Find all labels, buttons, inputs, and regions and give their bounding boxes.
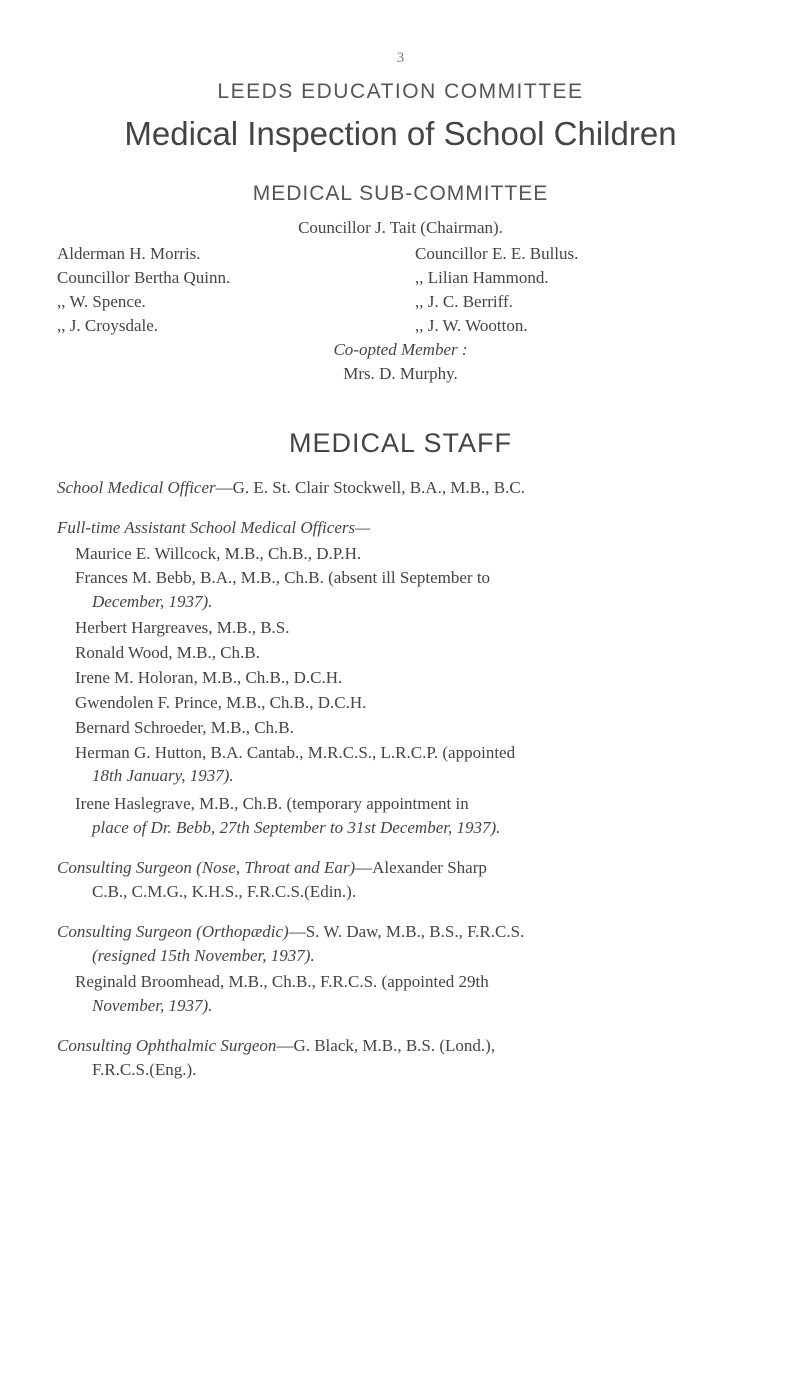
committee-member-right: Councillor E. E. Bullus. [415, 244, 579, 263]
assistants-label: Full-time Assistant School Medical Officers— [57, 518, 371, 537]
committee-chair: Councillor J. Tait (Chairman). [298, 218, 503, 237]
surgeon-name-cont: C.B., C.M.G., K.H.S., F.R.C.S.(Edin.). [92, 882, 357, 901]
committee-member-left: Councillor Bertha Quinn. [57, 268, 231, 287]
officer-name: —G. E. St. Clair Stockwell, B.A., M.B., B.C. [215, 478, 525, 497]
consulting-surgeon-ent [57, 858, 487, 878]
surgeon-name: —S. W. Daw, M.B., B.S., F.R.C.S. [288, 922, 525, 941]
surgeon-name: —G. Black, M.B., B.S. (Lond.), [276, 1036, 496, 1055]
committee-member-left: Alderman H. Morris. [57, 244, 201, 263]
surgeon-replacement-cont: November, 1937). [92, 996, 213, 1015]
role-label: School Medical Officer [57, 478, 216, 497]
surgeon-name-cont: (resigned 15th November, 1937). [92, 946, 315, 965]
committee-member-right: ,, Lilian Hammond. [415, 268, 549, 287]
assistant-entry: Herbert Hargreaves, M.B., B.S. [75, 618, 290, 637]
assistant-entry: Irene M. Holoran, M.B., Ch.B., D.C.H. [75, 668, 343, 687]
assistant-entry: Bernard Schroeder, M.B., Ch.B. [75, 718, 294, 737]
page-number: 3 [396, 50, 405, 66]
assistant-entry-cont: December, 1937). [92, 592, 213, 611]
assistant-entry-cont: 18th January, 1937). [92, 766, 234, 785]
committee-heading: MEDICAL SUB-COMMITTEE [252, 182, 549, 205]
committee-member-right: ,, J. C. Berriff. [415, 292, 513, 311]
committee-member-left: ,, W. Spence. [57, 292, 146, 311]
assistant-entry: Gwendolen F. Prince, M.B., Ch.B., D.C.H. [75, 693, 367, 712]
assistant-entry-cont: place of Dr. Bebb, 27th September to 31st December, 1937). [92, 818, 501, 837]
assistant-entry: Maurice E. Willcock, M.B., Ch.B., D.P.H. [75, 544, 362, 563]
assistant-entry: Ronald Wood, M.B., Ch.B. [75, 643, 260, 662]
role-label: Consulting Surgeon (Orthopædic) [57, 922, 289, 941]
committee-member-left: ,, J. Croysdale. [57, 316, 159, 335]
committee-member-right: ,, J. W. Wootton. [415, 316, 528, 335]
coopted-member: Mrs. D. Murphy. [343, 364, 458, 383]
assistant-entry: Irene Haslegrave, M.B., Ch.B. (temporary appointment in [75, 794, 469, 813]
consulting-surgeon-ortho [57, 922, 524, 942]
assistant-entry: Frances M. Bebb, B.A., M.B., Ch.B. (absent ill September to [75, 568, 491, 587]
assistant-entry: Herman G. Hutton, B.A. Cantab., M.R.C.S., L.R.C.P. (appointed [75, 743, 516, 762]
role-label: Consulting Surgeon (Nose, Throat and Ear) [57, 858, 356, 877]
school-medical-officer [57, 478, 525, 498]
document-title: Medical Inspection of School Children [124, 115, 677, 152]
role-label: Consulting Ophthalmic Surgeon [57, 1036, 277, 1055]
surgeon-name-cont: F.R.C.S.(Eng.). [92, 1060, 197, 1079]
document-header: LEEDS EDUCATION COMMITTEE [217, 80, 584, 103]
coopted-label: Co-opted Member : [333, 340, 468, 359]
surgeon-replacement: Reginald Broomhead, M.B., Ch.B., F.R.C.S. (appointed 29th [75, 972, 489, 991]
consulting-ophthalmic-surgeon [57, 1036, 495, 1056]
surgeon-name: —Alexander Sharp [355, 858, 487, 877]
staff-heading: MEDICAL STAFF [288, 428, 512, 458]
